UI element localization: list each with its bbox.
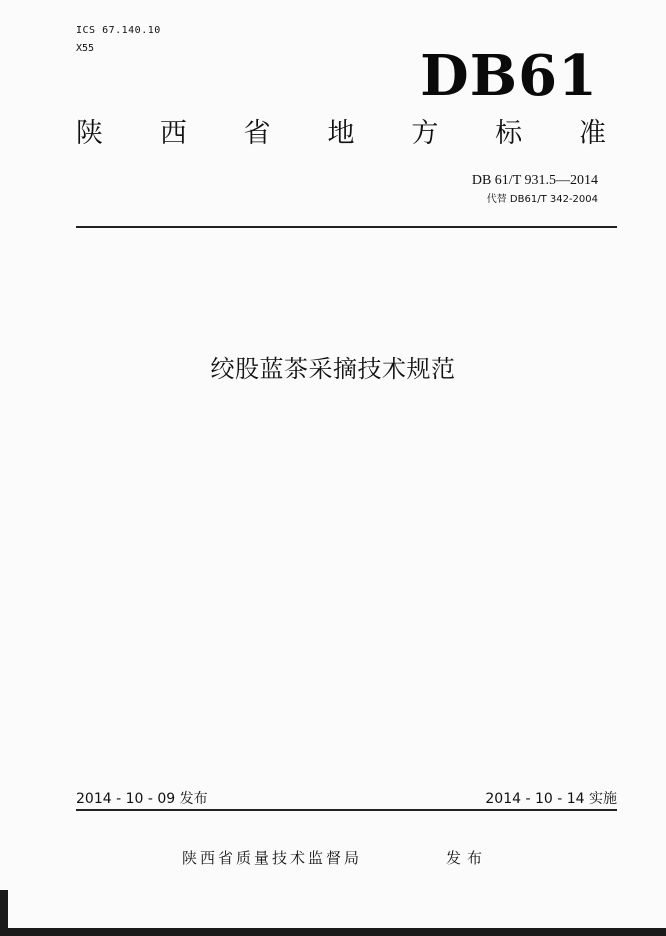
issue-verb: 发布 xyxy=(446,849,489,867)
scan-bottom-artifact xyxy=(0,928,666,936)
standard-type-char: 标 xyxy=(495,118,523,149)
classification-code: X55 xyxy=(76,43,95,54)
standard-logo: DB61 xyxy=(420,43,598,109)
standard-type-char: 省 xyxy=(243,118,271,149)
standard-type-heading xyxy=(76,114,606,154)
footer-divider xyxy=(76,809,617,811)
standard-number: DB 61/T 931.5—2014 xyxy=(471,173,598,188)
publish-date: 2014 - 10 - 09 发布 xyxy=(76,791,208,807)
standard-type-char: 准 xyxy=(578,118,606,149)
implement-date: 2014 - 10 - 14 实施 xyxy=(485,791,617,807)
header-divider xyxy=(76,226,617,228)
issuer-name: 陕西省质量技术监督局 xyxy=(182,849,363,867)
replaces-note: 代替 DB61/T 342-2004 xyxy=(486,194,598,205)
standard-type-char: 地 xyxy=(327,118,355,149)
standard-type-char: 方 xyxy=(411,118,439,149)
ics-code: ICS 67.140.10 xyxy=(76,25,161,36)
standard-type-char: 西 xyxy=(159,118,187,149)
document-title: 绞股蓝茶采摘技术规范 xyxy=(210,355,456,383)
standard-type-char: 陕 xyxy=(76,118,103,149)
